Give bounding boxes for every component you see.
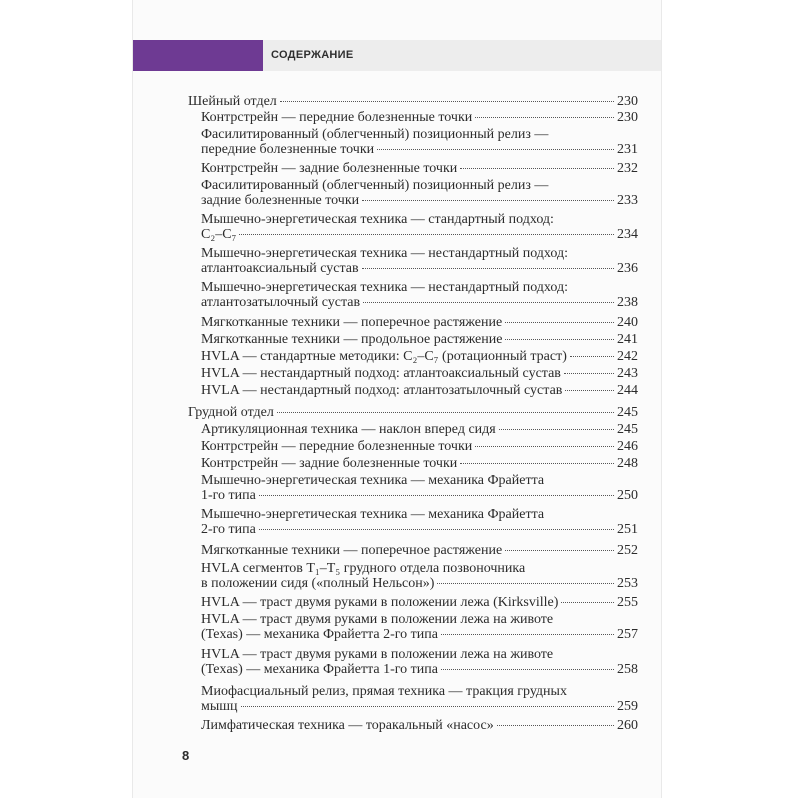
toc-entry-page: 258 bbox=[617, 662, 638, 677]
toc-entry-last-line bbox=[201, 662, 638, 677]
toc-entry bbox=[201, 366, 638, 381]
toc-entry-last-line bbox=[201, 456, 638, 471]
dot-leader bbox=[437, 583, 614, 584]
toc-entry-page: 231 bbox=[617, 142, 638, 157]
dot-leader bbox=[499, 429, 614, 430]
toc-entry-title: HVLA — нестандартный подход: атлантозатылочный сустав bbox=[201, 383, 563, 398]
toc-entry-last-line bbox=[201, 522, 638, 537]
toc-entry-line: Фасилитированный (облегченный) позиционный релиз — bbox=[201, 127, 549, 142]
toc-entry bbox=[201, 684, 638, 714]
toc-entry-last-line bbox=[201, 576, 638, 591]
toc-entry bbox=[201, 595, 638, 610]
header-title: СОДЕРЖАНИЕ bbox=[271, 49, 354, 61]
toc-entry-page: 255 bbox=[617, 595, 638, 610]
toc-entry bbox=[201, 246, 638, 276]
toc-entry bbox=[201, 315, 638, 330]
toc-entry bbox=[201, 473, 638, 503]
toc-entry-page: 233 bbox=[617, 193, 638, 208]
toc-entry bbox=[201, 110, 638, 125]
toc-entry-line: Мышечно-энергетическая техника — стандартный подход: bbox=[201, 212, 554, 227]
toc-entry-page: 234 bbox=[617, 227, 638, 242]
toc-entry-title: Контрстрейн — задние болезненные точки bbox=[201, 161, 458, 176]
toc-entry-page: 253 bbox=[617, 576, 638, 591]
toc-entry-title: мышц bbox=[201, 699, 238, 714]
toc-entry-title: Мягкотканные техники — поперечное растяжение bbox=[201, 543, 503, 558]
dot-leader bbox=[497, 725, 614, 726]
toc-entry-title: C₂–C₇ bbox=[201, 227, 237, 242]
dot-leader bbox=[561, 602, 614, 603]
toc-entry-last-line bbox=[201, 383, 638, 398]
toc-entry-last-line bbox=[201, 699, 638, 714]
toc-entry bbox=[201, 127, 638, 157]
toc-entry-last-line bbox=[201, 627, 638, 642]
toc-entry-last-line bbox=[201, 110, 638, 125]
toc-entry-title: передние болезненные точки bbox=[201, 142, 375, 157]
toc-entry-title: атлантоаксиальный сустав bbox=[201, 261, 359, 276]
dot-leader bbox=[475, 446, 614, 447]
toc-entry-page: 259 bbox=[617, 699, 638, 714]
toc-entry-page: 251 bbox=[617, 522, 638, 537]
toc-entry-page: 242 bbox=[617, 349, 638, 364]
toc-entry-page: 238 bbox=[617, 295, 638, 310]
toc-entry-line: Мышечно-энергетическая техника — механика Фрайетта bbox=[201, 507, 545, 522]
toc-entry-title: Лимфатическая техника — торакальный «насос» bbox=[201, 718, 494, 733]
toc-entry-title: Грудной отдел bbox=[188, 405, 274, 420]
toc-entry bbox=[201, 422, 638, 437]
dot-leader bbox=[460, 463, 614, 464]
dot-leader bbox=[363, 302, 614, 303]
toc-entry bbox=[201, 212, 638, 242]
dot-leader bbox=[239, 234, 614, 235]
toc-entry-last-line bbox=[201, 349, 638, 364]
dot-leader bbox=[565, 390, 614, 391]
dot-leader bbox=[570, 356, 614, 357]
toc-entry-title: 1-го типа bbox=[201, 488, 256, 503]
toc-entry bbox=[201, 507, 638, 537]
toc-entry-line: HVLA — траст двумя руками в положении лежа на животе bbox=[201, 647, 554, 662]
toc-entry-title: Шейный отдел bbox=[188, 94, 277, 109]
dot-leader bbox=[505, 322, 614, 323]
toc-entry-last-line bbox=[201, 366, 638, 381]
dot-leader bbox=[362, 268, 614, 269]
toc-entry-page: 245 bbox=[617, 422, 638, 437]
toc-entry bbox=[201, 280, 638, 310]
toc-entry-line: Мышечно-энергетическая техника — механика Фрайетта bbox=[201, 473, 545, 488]
dot-leader bbox=[441, 669, 614, 670]
dot-leader bbox=[475, 117, 614, 118]
toc-entry-page: 232 bbox=[617, 161, 638, 176]
dot-leader bbox=[277, 412, 614, 413]
toc-entry-title: Контрстрейн — передние болезненные точки bbox=[201, 110, 473, 125]
toc-entry bbox=[201, 439, 638, 454]
toc-entry-title: (Texas) — механика Фрайетта 1-го типа bbox=[201, 662, 438, 677]
toc-entry-page: 257 bbox=[617, 627, 638, 642]
toc-entry bbox=[201, 456, 638, 471]
toc-entry bbox=[201, 383, 638, 398]
dot-leader bbox=[280, 101, 614, 102]
toc-entry-last-line bbox=[188, 405, 638, 420]
toc-entry-title: (Texas) — механика Фрайетта 2-го типа bbox=[201, 627, 438, 642]
toc-entry-last-line bbox=[201, 315, 638, 330]
toc-entry-line: HVLA — траст двумя руками в положении лежа на животе bbox=[201, 612, 554, 627]
dot-leader bbox=[241, 706, 614, 707]
toc-entry bbox=[188, 405, 638, 420]
toc-entry-page: 248 bbox=[617, 456, 638, 471]
dot-leader bbox=[460, 168, 614, 169]
toc-entry-last-line bbox=[201, 227, 638, 242]
toc-entry-title: HVLA — траст двумя руками в положении лежа (Kirksville) bbox=[201, 595, 559, 610]
toc-entry-last-line bbox=[201, 543, 638, 558]
toc-entry-page: 260 bbox=[617, 718, 638, 733]
toc-entry-last-line bbox=[201, 488, 638, 503]
toc-entry bbox=[188, 94, 638, 109]
toc-entry-page: 243 bbox=[617, 366, 638, 381]
toc-entry bbox=[201, 718, 638, 733]
toc-entry-last-line bbox=[201, 439, 638, 454]
toc-entry-title: задние болезненные точки bbox=[201, 193, 360, 208]
toc-entry-title: в положении сидя («полный Нельсон») bbox=[201, 576, 435, 591]
toc-entry-line: Мышечно-энергетическая техника — нестандартный подход: bbox=[201, 246, 569, 261]
toc-entry-last-line bbox=[201, 193, 638, 208]
toc-entry-title: Контрстрейн — задние болезненные точки bbox=[201, 456, 458, 471]
toc-entry-page: 236 bbox=[617, 261, 638, 276]
toc-entry-line: Фасилитированный (облегченный) позиционный релиз — bbox=[201, 178, 549, 193]
toc-entry-page: 245 bbox=[617, 405, 638, 420]
dot-leader bbox=[377, 149, 614, 150]
toc-entry-title: 2-го типа bbox=[201, 522, 256, 537]
toc-entry-title: Мягкотканные техники — продольное растяжение bbox=[201, 332, 503, 347]
toc-entry-last-line bbox=[201, 295, 638, 310]
toc-entry bbox=[201, 647, 638, 677]
dot-leader bbox=[362, 200, 614, 201]
dot-leader bbox=[505, 339, 614, 340]
dot-leader bbox=[259, 495, 614, 496]
toc-entry-page: 250 bbox=[617, 488, 638, 503]
dot-leader bbox=[441, 634, 614, 635]
dot-leader bbox=[505, 550, 614, 551]
toc-entry-last-line bbox=[201, 718, 638, 733]
toc-entry-page: 246 bbox=[617, 439, 638, 454]
toc-entry bbox=[201, 178, 638, 208]
toc-entry-title: атлантозатылочный сустав bbox=[201, 295, 361, 310]
toc-entry-last-line bbox=[201, 142, 638, 157]
toc-entry-page: 241 bbox=[617, 332, 638, 347]
toc-entry-page: 252 bbox=[617, 543, 638, 558]
toc-entry-page: 240 bbox=[617, 315, 638, 330]
toc-entry bbox=[201, 349, 638, 364]
toc-entry-line: Миофасциальный релиз, прямая техника — тракция грудных bbox=[201, 684, 567, 699]
toc-entry-last-line bbox=[201, 595, 638, 610]
toc-entry bbox=[201, 561, 638, 591]
toc-entry-page: 230 bbox=[617, 110, 638, 125]
toc-entry-last-line bbox=[188, 94, 638, 109]
toc-entry-page: 230 bbox=[617, 94, 638, 109]
toc-entry-line: HVLA сегментов T₁–T₅ грудного отдела позвоночника bbox=[201, 561, 526, 576]
page-number: 8 bbox=[182, 748, 190, 763]
toc-entry bbox=[201, 612, 638, 642]
toc-entry-last-line bbox=[201, 422, 638, 437]
toc-entry-title: Артикуляционная техника — наклон вперед сидя bbox=[201, 422, 496, 437]
toc-entry-last-line bbox=[201, 161, 638, 176]
toc-entry bbox=[201, 543, 638, 558]
toc-entry-title: Мягкотканные техники — поперечное растяжение bbox=[201, 315, 503, 330]
toc-entry-last-line bbox=[201, 261, 638, 276]
toc-entry-line: Мышечно-энергетическая техника — нестандартный подход: bbox=[201, 280, 569, 295]
toc-entry-title: HVLA — нестандартный подход: атлантоаксиальный сустав bbox=[201, 366, 561, 381]
toc-entry bbox=[201, 161, 638, 176]
toc-entry-last-line bbox=[201, 332, 638, 347]
toc-entry bbox=[201, 332, 638, 347]
dot-leader bbox=[564, 373, 614, 374]
toc-entry-page: 244 bbox=[617, 383, 638, 398]
toc-entry-title: HVLA — стандартные методики: C₂–C₇ (ротационный траст) bbox=[201, 349, 567, 364]
toc-entry-title: Контрстрейн — передние болезненные точки bbox=[201, 439, 473, 454]
dot-leader bbox=[259, 529, 614, 530]
